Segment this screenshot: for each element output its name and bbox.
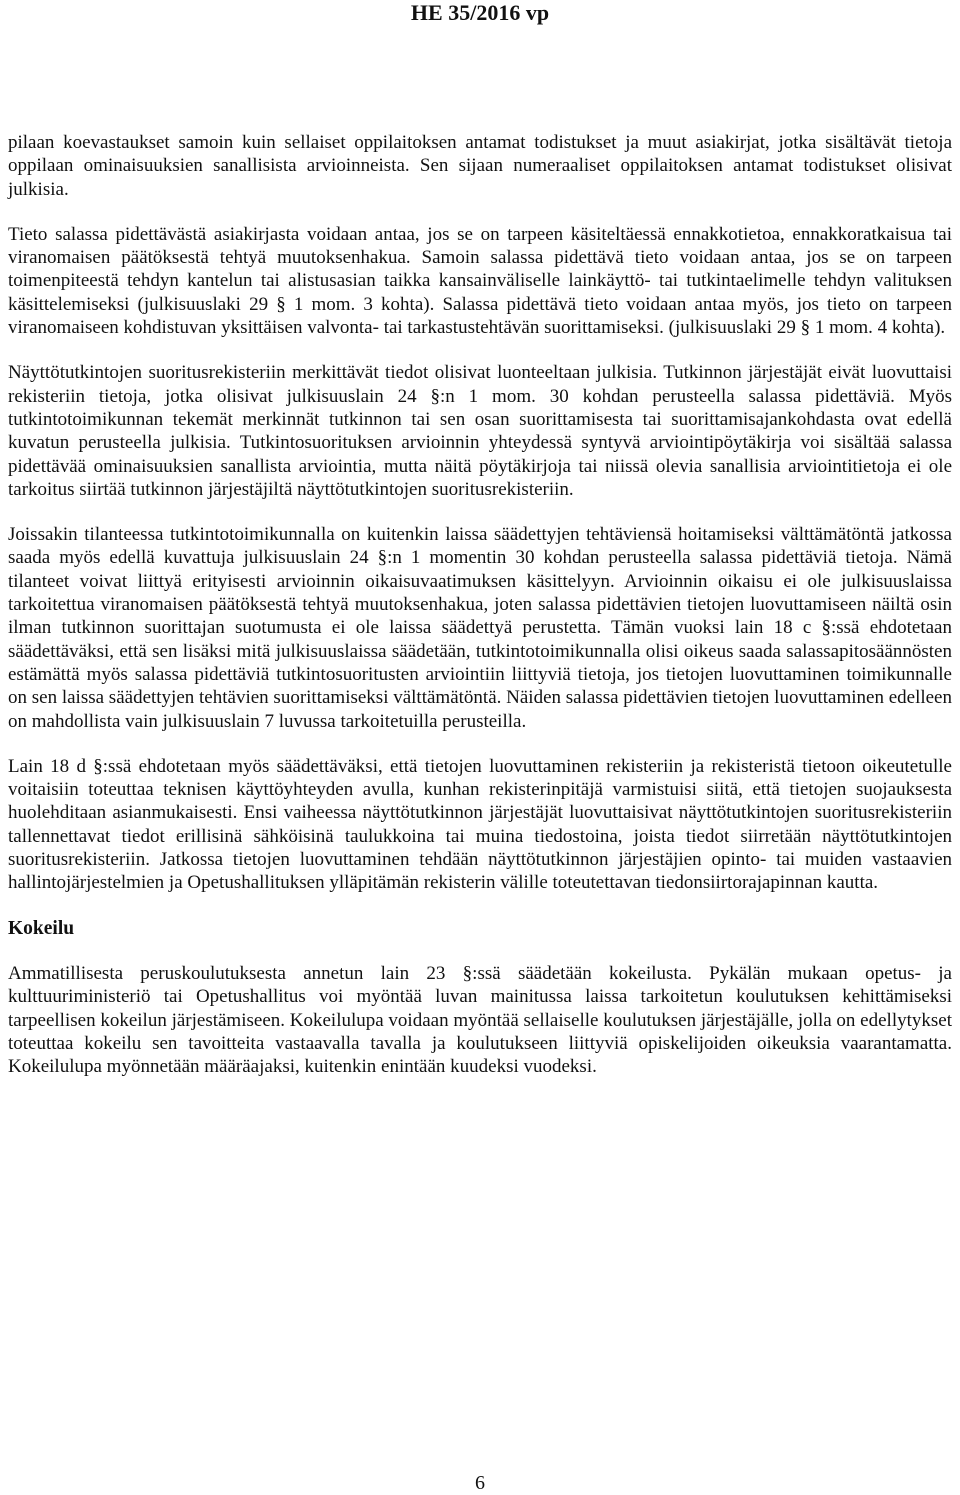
paragraph-4: Joissakin tilanteessa tutkintotoimikunnalla on kuitenkin laissa säädettyjen tehtäviensä hoitamiseksi välttämätöntä jatkossa saada myös edellä kuvattuja julkisuuslain 24 §:n 1 momentin 30 kohdan perusteella salassa pidettäviä tietoja. Nämä tilanteet voivat liittyä erityisesti arvioinnin oikaisuvaatimuksen käsittelyyn. Arvioinnin oikaisu ei ole julkisuuslaissa tarkoitettua viranomaisen päätöksestä tehtyä muutoksenhakua, joten salassa pidettävien tietojen luovuttamiseen näiltä osin ilman tutkinnon suorittajan suotumusta ei ole laissa säädettyä perustetta. Tämän vuoksi lain 18 c §:ssä ehdotetaan säädettäväksi, että sen lisäksi mitä julkisuuslaissa säädetään, tutkintotoimikunnalla olisi oikeus saada salassapitosäännösten estämättä myös salassa pidettäviä tutkintosuoritusten arviointiin liittyviä tietoja, jos tietojen luovuttaminen toimikunnalle on sen laissa säädettyjen tehtävien suorittamiseksi välttämätöntä. Näiden salassa pidettävien tietojen luovuttaminen edelleen on mahdollista vain julkisuuslain 7 luvussa tarkoitetuilla perusteilla.	[8, 524, 952, 732]
paragraph-1: pilaan koevastaukset samoin kuin sellaiset oppilaitoksen antamat todistukset ja muut asiakirjat, jotka sisältävät tietoja oppilaan ominaisuuksien sanallisista arvioinneista. Sen sijaan numeraaliset oppilaitoksen antamat todistukset olisivat julkisia.	[8, 132, 952, 200]
section-paragraph: Ammatillisesta peruskoulutuksesta annetun lain 23 §:ssä säädetään kokeilusta. Pykälän mukaan opetus- ja kulttuuriministeriö tai Opetushallitus voi myöntää luvan mainitussa laissa tarkoitetun koulutuksen kehittämiseksi tarpeellisen kokeilun järjestämiseen. Kokeilulupa voidaan myöntää sellaiselle koulutuksen järjestäjälle, jolla on edellytykset toteuttaa kokeilu sen tavoitteita vastaavalla tavalla ja koulutukseen liittyviä opiskelijoiden oikeuksia vaarantamatta. Kokeilulupa myönnetään määräajaksi, kuitenkin enintään kuudeksi vuodeksi.	[8, 962, 952, 1078]
document-id: HE 35/2016 vp	[410, 0, 550, 25]
page-number: 6	[475, 1472, 485, 1494]
section-heading: Kokeilu	[8, 917, 75, 939]
page-footer	[0, 1472, 960, 1494]
paragraph-3: Näyttötutkintojen suoritusrekisteriin merkittävät tiedot olisivat luonteeltaan julkisia. Tutkinnon järjestäjät eivät luovuttaisi rekisteriin tietoja, jotka olisivat julkisuuslain 24 §:n 1 mom. 30 kohdan perusteella salassa pidettäviä. Myös tutkintotoimikunnan tekemät merkinnät tutkinnon tai sen osan suorittamisesta tai suorittamisajankohdasta ovat edellä kuvatun perusteella julkisia. Tutkintosuorituksen arvioinnin yhteydessä syntyvä arviointipöytäkirja voi sisältää salassa pidettävää ominaisuuksien sanallista arviointia, mutta näitä pöytäkirjoja tai niissä olevia sanallisia arviointitietoja ei ole tarkoitus siirtää tutkinnon järjestäjiltä näyttötutkintojen suoritusrekisteriin.	[8, 362, 952, 500]
document-body	[8, 131, 952, 1078]
paragraph-5: Lain 18 d §:ssä ehdotetaan myös säädettäväksi, että tietojen luovuttaminen rekisteriin ja rekisteristä tietoon oikeutetulle voitaisiin toteuttaa teknisen käyttöyhteyden avulla, kunhan rekisterinpitäjä varmistuisi siitä, että tietojen suojauksesta huolehditaan asianmukaisesti. Ensi vaiheessa näyttötutkinnon järjestäjät luovuttaisivat näyttötutkintojen suoritusrekisteriin tallennettavat tiedot erillisinä sähköisinä taulukkoina tai muina tiedostoina, joista tiedot siirretään näyttötutkintojen suoritusrekisteriin. Jatkossa tietojen luovuttaminen tehdään näyttötutkinnon järjestäjien opinto- tai muiden vastaavien hallintojärjestelmien ja Opetushallituksen ylläpitämän rekisterin välille toteutettavan tiedonsiirtorajapinnan kautta.	[8, 755, 952, 894]
paragraph-2: Tieto salassa pidettävästä asiakirjasta voidaan antaa, jos se on tarpeen käsiteltäessä ennakkotietoa, ennakkoratkaisua tai viranomaisen päätöksestä tehtyä muutoksenhakua. Samoin salassa pidettävä tieto voidaan antaa, jos se on tarpeen toimenpiteestä tehdyn kantelun tai alistusasian taikka kansainväliselle lainkäyttö- tai tutkintaelimelle tehdyn valituksen käsittelemiseksi (julkisuuslaki 29 § 1 mom. 3 kohta). Salassa pidettävä tieto voidaan antaa myös, jos tieto on tarpeen viranomaiseen kohdistuvan yksittäisen valvonta- tai tarkastustehtävän suorittamiseksi. (julkisuuslaki 29 § 1 mom. 4 kohta).	[8, 223, 952, 339]
document-header	[0, 0, 960, 26]
